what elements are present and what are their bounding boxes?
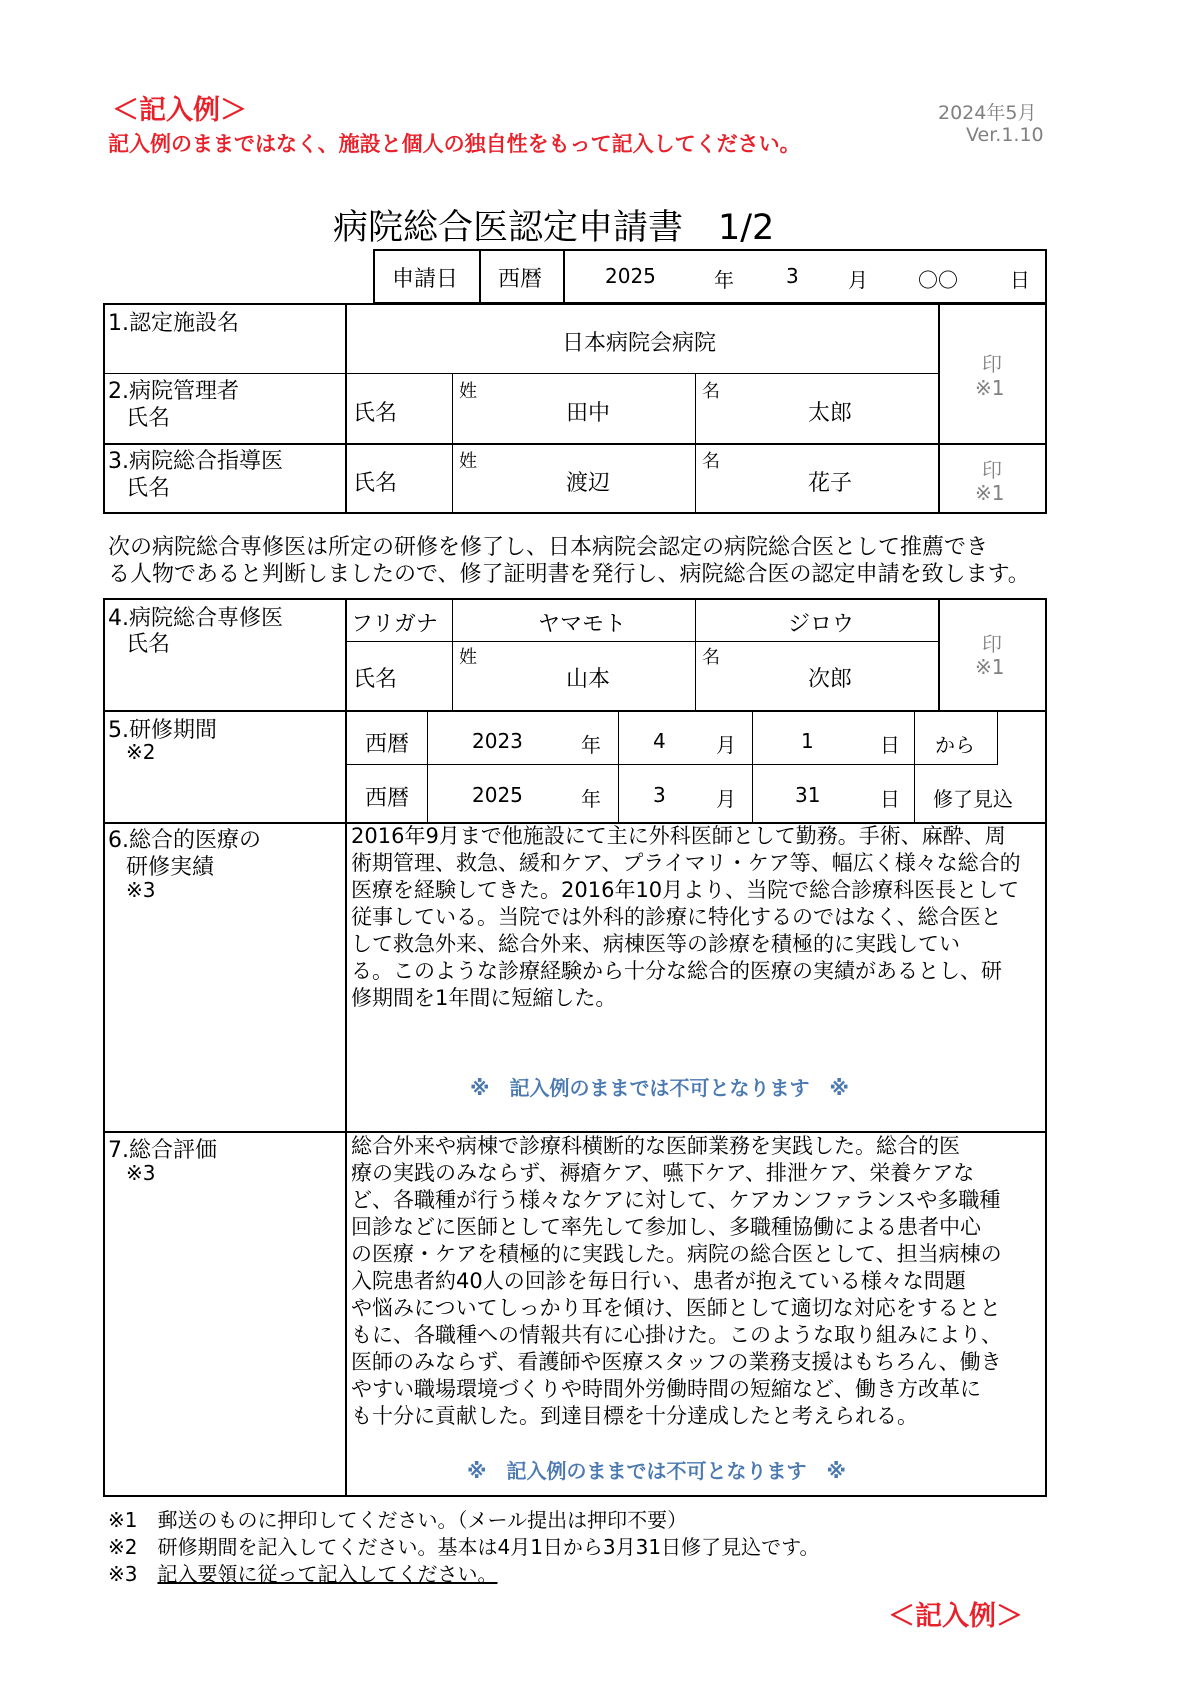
end-day-unit: 日	[880, 787, 900, 811]
clinical-record-warning: ※ 記入例のままでは不可となります ※	[470, 1076, 849, 1100]
overall-evaluation-line: 医師のみならず、看護師や医療スタッフの業務支援はもちろん、働き	[351, 1350, 1002, 1374]
overall-evaluation-line: 回診などに医師として率先して参加し、多職種協働による患者中心	[351, 1215, 981, 1239]
end-year-unit: 年	[581, 787, 601, 811]
statement-line-1: 次の病院総合専修医は所定の研修を修了し、日本病院会認定の病院総合医として推薦でき	[108, 535, 989, 560]
footnote-2: ※2 研修期間を記入してください。基本は4月1日から3月31日修了見込です。	[108, 1535, 820, 1559]
overall-evaluation-line: ど、各職種が行う様々なケアに対して、ケアカンファランスや多職種	[351, 1188, 1001, 1212]
hospital-director-sei: 田中	[566, 401, 611, 426]
clinical-record-label: 6.総合的医療の	[108, 828, 261, 853]
resident-mei-label: 名	[702, 647, 720, 668]
footnote-3	[108, 1561, 497, 1588]
furigana-sei: ヤマモト	[538, 612, 627, 637]
start-year: 2023	[472, 729, 523, 753]
clinical-record-sublabel: 研修実績	[126, 855, 215, 880]
application-year-unit: 年	[714, 268, 734, 292]
sample-warning: 記入例のままではなく、施設と個人の独自性をもって記入してください。	[108, 132, 801, 156]
overall-evaluation-line: 療の実践のみならず、褥瘡ケア、嚥下ケア、排泄ケア、栄養ケアな	[351, 1161, 975, 1185]
hospital-director-sei-label: 姓	[459, 381, 477, 402]
application-month-value: 3	[786, 264, 799, 288]
overall-evaluation-line: の医療・ケアを積極的に実践した。病院の総合医として、担当病棟の	[351, 1242, 1002, 1266]
start-year-unit: 年	[581, 733, 601, 757]
seal-note-2: ※1	[975, 481, 1005, 505]
page-title: 病院総合医認定申請書 1/2	[333, 208, 775, 248]
start-month-unit: 月	[716, 733, 736, 757]
seal-note-3: ※1	[975, 655, 1005, 679]
end-day: 31	[795, 783, 821, 807]
overall-evaluation-label: 7.総合評価	[108, 1138, 217, 1163]
supervising-doctor-sei-label: 姓	[459, 451, 477, 472]
clinical-record-line: して救急外来、総合外来、病棟医等の診療を積極的に実践してい	[351, 932, 960, 956]
overall-evaluation-line: も十分に貢献した。到達目標を十分達成したと考えられる。	[351, 1404, 918, 1428]
hospital-director-name-label: 氏名	[353, 401, 398, 426]
start-month: 4	[653, 729, 666, 753]
clinical-record-line: 医療を経験してきた。2016年10月より、当院で総合診療科医長として	[351, 878, 1020, 902]
furigana-label: フリガナ	[351, 612, 438, 637]
overall-evaluation-text	[351, 1133, 1002, 1430]
clinical-record-line: 修期間を1年間に短縮した。	[351, 986, 617, 1010]
end-month: 3	[653, 783, 666, 807]
application-date-label: 申請日	[392, 267, 459, 292]
end-year: 2025	[472, 783, 523, 807]
document-version: Ver.1.10	[966, 124, 1044, 146]
end-suffix: 修了見込	[933, 787, 1013, 811]
application-date-era: 西暦	[498, 267, 543, 292]
statement-line-2: る人物であると判断しましたので、修了証明書を発行し、病院総合医の認定申請を致します。	[108, 562, 1030, 587]
hospital-director-mei-label: 名	[702, 381, 720, 402]
resident-sei: 山本	[566, 667, 611, 692]
seal-mark-3: 印	[982, 632, 1002, 656]
start-suffix: から	[935, 733, 975, 757]
start-day-unit: 日	[880, 733, 900, 757]
supervising-doctor-mei: 花子	[808, 471, 853, 496]
overall-evaluation-line: や悩みについてしっかり耳を傾け、医師として適切な対応をするとと	[351, 1296, 1001, 1320]
start-era: 西暦	[365, 732, 410, 757]
seal-mark-2: 印	[982, 458, 1002, 482]
overall-evaluation-line: やすい職場環境づくりや時間外労働時間の短縮など、働き方改革に	[351, 1377, 981, 1401]
clinical-record-line: 術期管理、救急、緩和ケア、プライマリ・ケア等、幅広く様々な総合的	[351, 851, 1021, 875]
overall-evaluation-line: 入院患者約40人の回診を毎日行い、患者が抱えている様々な問題	[351, 1269, 966, 1293]
start-day: 1	[801, 729, 814, 753]
overall-evaluation-line: もに、各職種への情報共有に心掛けた。このような取り組みにより、	[351, 1323, 1002, 1347]
resident-sei-label: 姓	[459, 647, 477, 668]
hospital-director-sublabel: 氏名	[126, 406, 171, 431]
footnote-1: ※1 郵送のものに押印してください。（メール提出は押印不要）	[108, 1508, 688, 1532]
training-period-label: 5.研修期間	[108, 718, 217, 743]
clinical-record-line: 2016年9月まで他施設にて主に外科医師として勤務。手術、麻酔、周	[351, 824, 1006, 848]
hospital-director-mei: 太郎	[808, 401, 853, 426]
footnote-3-mark: ※3	[108, 1562, 158, 1586]
seal-mark-1: 印	[982, 352, 1002, 376]
supervising-doctor-sublabel: 氏名	[126, 476, 171, 501]
document-date: 2024年5月	[938, 102, 1037, 124]
facility-name-label: 1.認定施設名	[108, 311, 239, 336]
clinical-record-text	[351, 823, 1021, 1012]
supervising-doctor-sei: 渡辺	[566, 471, 611, 496]
resident-sublabel: 氏名	[126, 632, 171, 657]
clinical-record-note: ※3	[126, 878, 156, 902]
resident-name-label: 氏名	[353, 667, 398, 692]
overall-evaluation-note: ※3	[126, 1161, 156, 1185]
application-year-value: 2025	[605, 264, 656, 288]
clinical-record-line: 従事している。当院では外科的診療に特化するのではなく、総合医と	[351, 905, 1002, 929]
furigana-mei: ジロウ	[788, 612, 855, 637]
seal-note-1: ※1	[975, 376, 1005, 400]
clinical-record-line: る。このような診療経験から十分な総合的医療の実績があるとし、研	[351, 959, 1002, 983]
supervising-doctor-name-label: 氏名	[353, 471, 398, 496]
end-month-unit: 月	[716, 787, 736, 811]
application-day-unit: 日	[1010, 268, 1030, 292]
resident-mei: 次郎	[808, 667, 853, 692]
supervising-doctor-mei-label: 名	[702, 451, 720, 472]
end-era: 西暦	[365, 786, 410, 811]
supervising-doctor-label: 3.病院総合指導医	[108, 449, 283, 474]
overall-evaluation-warning: ※ 記入例のままでは不可となります ※	[467, 1459, 846, 1483]
training-period-note: ※2	[126, 740, 156, 764]
footnote-3-link[interactable]: 記入要領に従って記入してください。	[157, 1562, 498, 1586]
application-day-value: 〇〇	[918, 268, 958, 292]
resident-label: 4.病院総合専修医	[108, 606, 283, 631]
application-month-unit: 月	[848, 268, 868, 292]
hospital-director-label: 2.病院管理者	[108, 379, 239, 404]
facility-name-value: 日本病院会病院	[562, 331, 717, 356]
sample-label-top: ＜記入例＞	[112, 95, 247, 126]
overall-evaluation-line: 総合外来や病棟で診療科横断的な医師業務を実践した。総合的医	[351, 1134, 960, 1158]
sample-label-bottom: ＜記入例＞	[888, 1601, 1023, 1632]
